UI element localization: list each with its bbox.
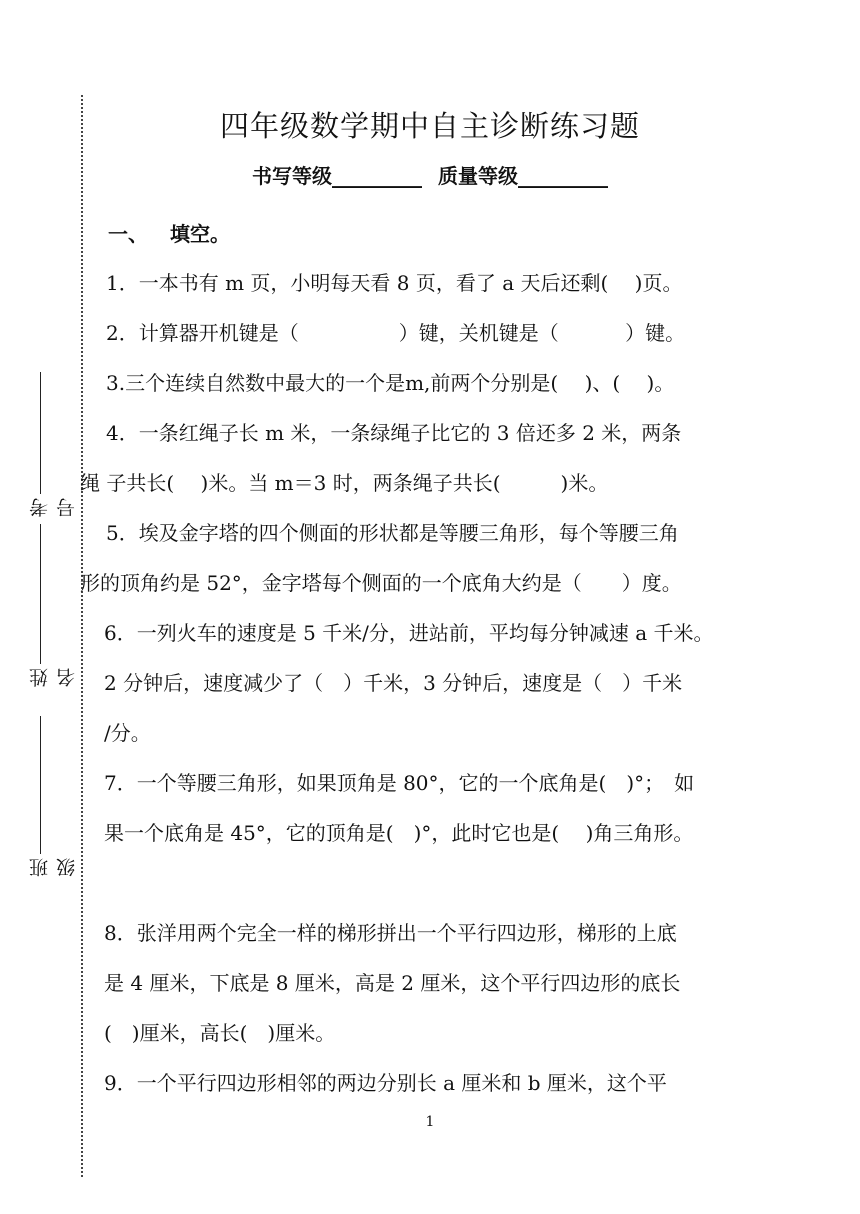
question-8-line-1: 8．张洋用两个完全一样的梯形拼出一个平行四边形，梯形的上底 — [104, 921, 677, 945]
class-label: 班级 — [29, 858, 78, 877]
question-5-line-2: 形的顶角约是 52°，金字塔每个侧面的一个底角大约是（ ）度。 — [80, 571, 682, 595]
class-underline — [40, 716, 41, 854]
writing-grade: 书写等级_________ — [252, 164, 422, 188]
section-heading — [108, 218, 230, 247]
section-number: 一、 — [108, 222, 148, 246]
question-9-line-1: 9．一个平行四边形相邻的两边分别长 a 厘米和 b 厘米，这个平 — [104, 1071, 667, 1095]
exam-number-label: 考号 — [29, 498, 78, 517]
name-underline — [40, 524, 41, 664]
question-8-line-3: ( )厘米，高长( )厘米。 — [104, 1021, 336, 1045]
question-4-line-2: 绳 子共长( )米。当 m＝3 时，两条绳子共长( )米。 — [80, 471, 609, 495]
question-6-line-2: 2 分钟后，速度减少了（ ）千米，3 分钟后，速度是（ ）千米 — [104, 671, 683, 695]
section-title: 填空。 — [170, 222, 230, 246]
page-title: 四年级数学期中自主诊断练习题 — [219, 109, 640, 143]
quality-grade: 质量等级_________ — [438, 164, 608, 188]
grade-line — [0, 160, 860, 189]
binding-dotted-line — [81, 95, 83, 1177]
name-label: 姓名 — [29, 668, 78, 687]
question-4-line-1: 4．一条红绳子长 m 米，一条绿绳子比它的 3 倍还多 2 米，两条 — [106, 421, 682, 445]
question-5-line-1: 5．埃及金字塔的四个侧面的形状都是等腰三角形，每个等腰三角 — [106, 521, 679, 545]
question-7-line-1: 7．一个等腰三角形，如果顶角是 80°，它的一个底角是( )°； 如 — [104, 771, 695, 795]
question-1: 1．一本书有 m 页，小明每天看 8 页，看了 a 天后还剩( )页。 — [106, 271, 683, 295]
page-number: 1 — [425, 1114, 435, 1130]
question-6-line-3: /分。 — [104, 721, 151, 745]
exam-number-underline — [40, 372, 41, 494]
question-8-line-2: 是 4 厘米，下底是 8 厘米，高是 2 厘米，这个平行四边形的底长 — [104, 971, 681, 995]
question-2: 2．计算器开机键是（ ）键，关机键是（ ）键。 — [106, 321, 686, 345]
question-3: 3.三个连续自然数中最大的一个是m,前两个分别是( )、( )。 — [106, 371, 675, 395]
question-7-line-2: 果一个底角是 45°，它的顶角是( )°，此时它也是( )角三角形。 — [104, 821, 694, 845]
question-6-line-1: 6．一列火车的速度是 5 千米/分，进站前，平均每分钟减速 a 千米。 — [104, 621, 714, 645]
